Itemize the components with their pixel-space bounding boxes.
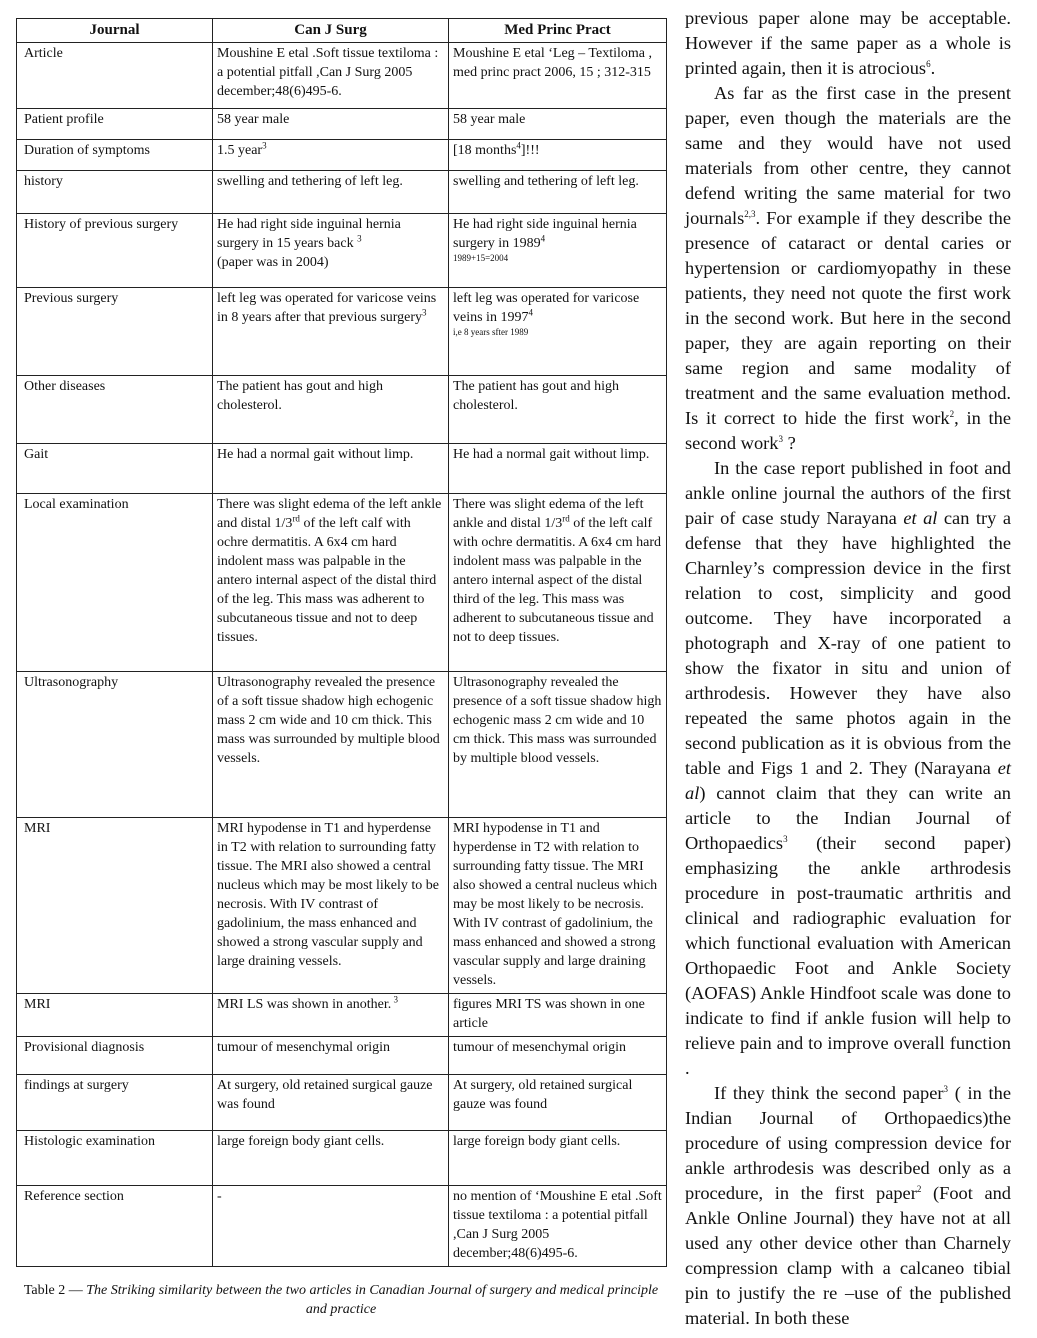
text: previous paper alone may be acceptable. However if the same paper as a whole is printed again, then it is atrocious — [685, 8, 1011, 78]
row-label: findings at surgery — [17, 1075, 213, 1131]
header-journal: Journal — [17, 19, 213, 43]
cell-med-princ-pract: Ultrasonography revealed the presence of a soft tissue shadow high echogenic mass 2 cm wide and 10 cm thick. This mass was surrounded by multiple blood vessels. — [449, 672, 667, 818]
cell-can-j-surg: Moushine E etal .Soft tissue textiloma : a potential pitfall ,Can J Surg 2005 december;48(6)495-6. — [213, 43, 449, 109]
cell-can-j-surg: Ultrasonography revealed the presence of a soft tissue shadow high echogenic mass 2 cm wide and 10 cm thick. This mass was surrounded by multiple blood vessels. — [213, 672, 449, 818]
cell-can-j-surg: 58 year male — [213, 109, 449, 140]
caption-text: The Striking similarity between the two articles in Canadian Journal of surgery and medical principle and practice — [86, 1283, 659, 1317]
cell-med-princ-pract: tumour of mesenchymal origin — [449, 1037, 667, 1075]
caption-label: Table 2 — — [23, 1283, 87, 1298]
row-label: Local examination — [17, 494, 213, 672]
cell-text: of the left calf with ochre dermatitis. A 6x4 cm hard indolent mass was palpable in the antero internal aspect of the distal third of the leg. This mass was adherent to subcutaneous tissue and not to deep tissues. — [217, 516, 437, 645]
cell-text: There was slight edema of the left ankle and distal 1/3 — [217, 497, 442, 531]
row-label: Reference section — [17, 1186, 213, 1267]
paragraph — [685, 6, 1011, 81]
cell-can-j-surg — [213, 214, 449, 288]
row-label: history — [17, 171, 213, 214]
cell-can-j-surg: tumour of mesenchymal origin — [213, 1037, 449, 1075]
row-label: Provisional diagnosis — [17, 1037, 213, 1075]
cell-text: [18 months — [453, 143, 517, 158]
cell-med-princ-pract — [449, 288, 667, 376]
italic-text: et al — [685, 758, 1011, 803]
row-label: MRI — [17, 994, 213, 1037]
header-med-princ-pract: Med Princ Pract — [449, 19, 667, 43]
reference-superscript: 6 — [926, 58, 931, 69]
table-row — [17, 818, 667, 994]
table-row — [17, 1131, 667, 1186]
reference-superscript: 3 — [262, 140, 267, 151]
cell-can-j-surg: MRI hypodense in T1 and hyperdense in T2 with relation to surrounding fatty tissue. The MRI also showed a central nucleus which may be most likely to be necrosis. With IV contrast of gadolinium, the mass enhanced and showed a strong vascular supply and large draining vessels. — [213, 818, 449, 994]
cell-can-j-surg — [213, 288, 449, 376]
cell-text: He had right side inguinal hernia surgery in 1989 — [453, 217, 637, 251]
table-row — [17, 444, 667, 494]
cell-med-princ-pract: MRI hypodense in T1 and hyperdense in T2 with relation to surrounding fatty tissue. The MRI also showed a central nucleus which may be most likely to be necrosis. With IV contrast of gadolinium, the mass enhanced and showed a strong vascular supply and large draining vessels. — [449, 818, 667, 994]
text: (their second paper) emphasizing the ankle arthrodesis procedure in post-traumatic arthritis and clinical and radiographic evaluation for which functional evaluation with American Orthopaedic Foot and Ankle Society (AOFAS) Ankle Hindfoot scale was done to indicate to find if ankle fusion will help to relieve pain and to improve overall function . — [685, 833, 1011, 1078]
row-label: Other diseases — [17, 376, 213, 444]
cell-text: left leg was operated for varicose veins in 1997 — [453, 291, 640, 325]
table-row — [17, 1075, 667, 1131]
reference-superscript: 3 — [422, 307, 427, 318]
cell-med-princ-pract: He had a normal gait without limp. — [449, 444, 667, 494]
table-row — [17, 376, 667, 444]
text: ) cannot claim that they can write an article to the Indian Journal of Orthopaedics — [685, 783, 1011, 853]
row-label: MRI — [17, 818, 213, 994]
body-text-column — [685, 6, 1011, 1331]
row-label: History of previous surgery — [17, 214, 213, 288]
text: In the case report published in foot and ankle online journal the authors of the first pair of case study Narayana — [685, 458, 1011, 528]
table-row — [17, 109, 667, 140]
table-row — [17, 171, 667, 214]
cell-text: MRI LS was shown in another. — [217, 997, 392, 1012]
reference-superscript: 3 — [783, 833, 788, 844]
row-label: Article — [17, 43, 213, 109]
cell-can-j-surg — [213, 994, 449, 1037]
cell-can-j-surg — [213, 140, 449, 171]
cell-text: There was slight edema of the left ankle and distal 1/3 — [453, 497, 644, 531]
cell-can-j-surg: The patient has gout and high cholesterol. — [213, 376, 449, 444]
cell-can-j-surg: - — [213, 1186, 449, 1267]
reference-superscript: 3 — [391, 994, 398, 1005]
table-row — [17, 288, 667, 376]
cell-med-princ-pract — [449, 140, 667, 171]
table-header-row — [17, 19, 667, 43]
cell-note: 1989+15=2004 — [453, 253, 509, 263]
table-row — [17, 43, 667, 109]
cell-can-j-surg: swelling and tethering of left leg. — [213, 171, 449, 214]
cell-med-princ-pract: large foreign body giant cells. — [449, 1131, 667, 1186]
reference-superscript: rd — [292, 513, 300, 524]
cell-med-princ-pract — [449, 214, 667, 288]
cell-text: of the left calf with ochre dermatitis. A 6x4 cm hard indolent mass was palpable in the antero internal aspect of the distal third of the leg. This mass was adherent to subcutaneous tissue and not to deep tissues. — [453, 516, 662, 645]
cell-can-j-surg: At surgery, old retained surgical gauze was found — [213, 1075, 449, 1131]
cell-text: ]!!! — [520, 143, 540, 158]
cell-med-princ-pract: 58 year male — [449, 109, 667, 140]
cell-text: (paper was in 2004) — [217, 255, 329, 270]
reference-superscript: 2 — [916, 1183, 922, 1194]
reference-superscript: 4 — [516, 140, 521, 151]
cell-note: i,e 8 years sfter 1989 — [453, 327, 529, 337]
cell-can-j-surg: large foreign body giant cells. — [213, 1131, 449, 1186]
cell-text: left leg was operated for varicose veins in 8 years after that previous surgery — [217, 291, 437, 325]
row-label: Duration of symptoms — [17, 140, 213, 171]
reference-superscript: 2,3 — [744, 208, 756, 219]
text: can try a defense that they have highlighted the Charnley’s compression device in the first relation to cost, simplicity and good outcome. They have incorporated a photograph and X-ray of one patient to show the fixator in situ and union of arthrodesis. However they have also repeated the same photos again in the second publication as it is obvious from the table and Figs 1 and 2. They (Narayana — [685, 508, 1011, 778]
row-label: Gait — [17, 444, 213, 494]
table-row — [17, 494, 667, 672]
table-row — [17, 1037, 667, 1075]
cell-text: 1.5 year — [217, 143, 263, 158]
table-row — [17, 1186, 667, 1267]
reference-superscript: 3 — [357, 233, 362, 244]
cell-med-princ-pract: no mention of ‘Moushine E etal .Soft tissue textiloma : a potential pitfall ,Can J Surg 2005 december;48(6)495-6. — [449, 1186, 667, 1267]
paragraph — [685, 456, 1011, 1081]
cell-can-j-surg: He had a normal gait without limp. — [213, 444, 449, 494]
paragraph — [685, 1081, 1011, 1331]
reference-superscript: 4 — [540, 233, 546, 244]
text: If they think the second paper — [714, 1083, 944, 1103]
paragraph — [685, 81, 1011, 456]
table-caption — [16, 1281, 666, 1319]
cell-med-princ-pract: Moushine E etal ‘Leg – Textiloma , med princ pract 2006, 15 ; 312-315 — [449, 43, 667, 109]
table-row — [17, 994, 667, 1037]
text: , in the second work — [685, 408, 1011, 453]
cell-text: He had right side inguinal hernia surgery in 15 years back — [217, 217, 401, 251]
reference-superscript: 3 — [943, 1083, 949, 1094]
text: . — [930, 58, 936, 78]
row-label: Ultrasonography — [17, 672, 213, 818]
text: . For example if they describe the presence of cataract or dental caries or hypertension or cardiomyopathy in these patients, they need not quote the first work in the second work. But here in the second paper, they are again reporting on their same region and same modality of treatment and the same evaluation method. Is it correct to hide the first work — [685, 208, 1011, 428]
cell-med-princ-pract: swelling and tethering of left leg. — [449, 171, 667, 214]
text: ( in the Indian Journal of Orthopaedics)the procedure of using compression device for ankle arthrodesis was described only as a procedure, in the first paper — [685, 1083, 1011, 1203]
cell-med-princ-pract: figures MRI TS was shown in one article — [449, 994, 667, 1037]
reference-superscript: 2 — [949, 408, 955, 419]
reference-superscript: 4 — [528, 307, 533, 318]
reference-superscript: rd — [562, 513, 570, 524]
table-row — [17, 140, 667, 171]
row-label: Previous surgery — [17, 288, 213, 376]
cell-med-princ-pract: The patient has gout and high cholesterol. — [449, 376, 667, 444]
text: ? — [782, 433, 796, 453]
text: (Foot and Ankle Online Journal) they have not at all used any other device other than Charnely compression clamp with a calcaneo tibial pin to justify the re –use of the published material. In both these — [685, 1183, 1011, 1328]
row-label: Patient profile — [17, 109, 213, 140]
cell-can-j-surg — [213, 494, 449, 672]
table-row — [17, 672, 667, 818]
cell-med-princ-pract: At surgery, old retained surgical gauze was found — [449, 1075, 667, 1131]
reference-superscript: 3 — [778, 433, 783, 444]
row-label: Histologic examination — [17, 1131, 213, 1186]
italic-text: et al — [903, 508, 938, 528]
comparison-table — [16, 18, 667, 1267]
text: As far as the first case in the present paper, even though the materials are the same and they would have not used materials from other centre, they cannot defend writing the same material for two journals — [685, 83, 1011, 228]
table-row — [17, 214, 667, 288]
header-can-j-surg: Can J Surg — [213, 19, 449, 43]
comparison-table-container — [16, 18, 666, 1267]
cell-med-princ-pract — [449, 494, 667, 672]
